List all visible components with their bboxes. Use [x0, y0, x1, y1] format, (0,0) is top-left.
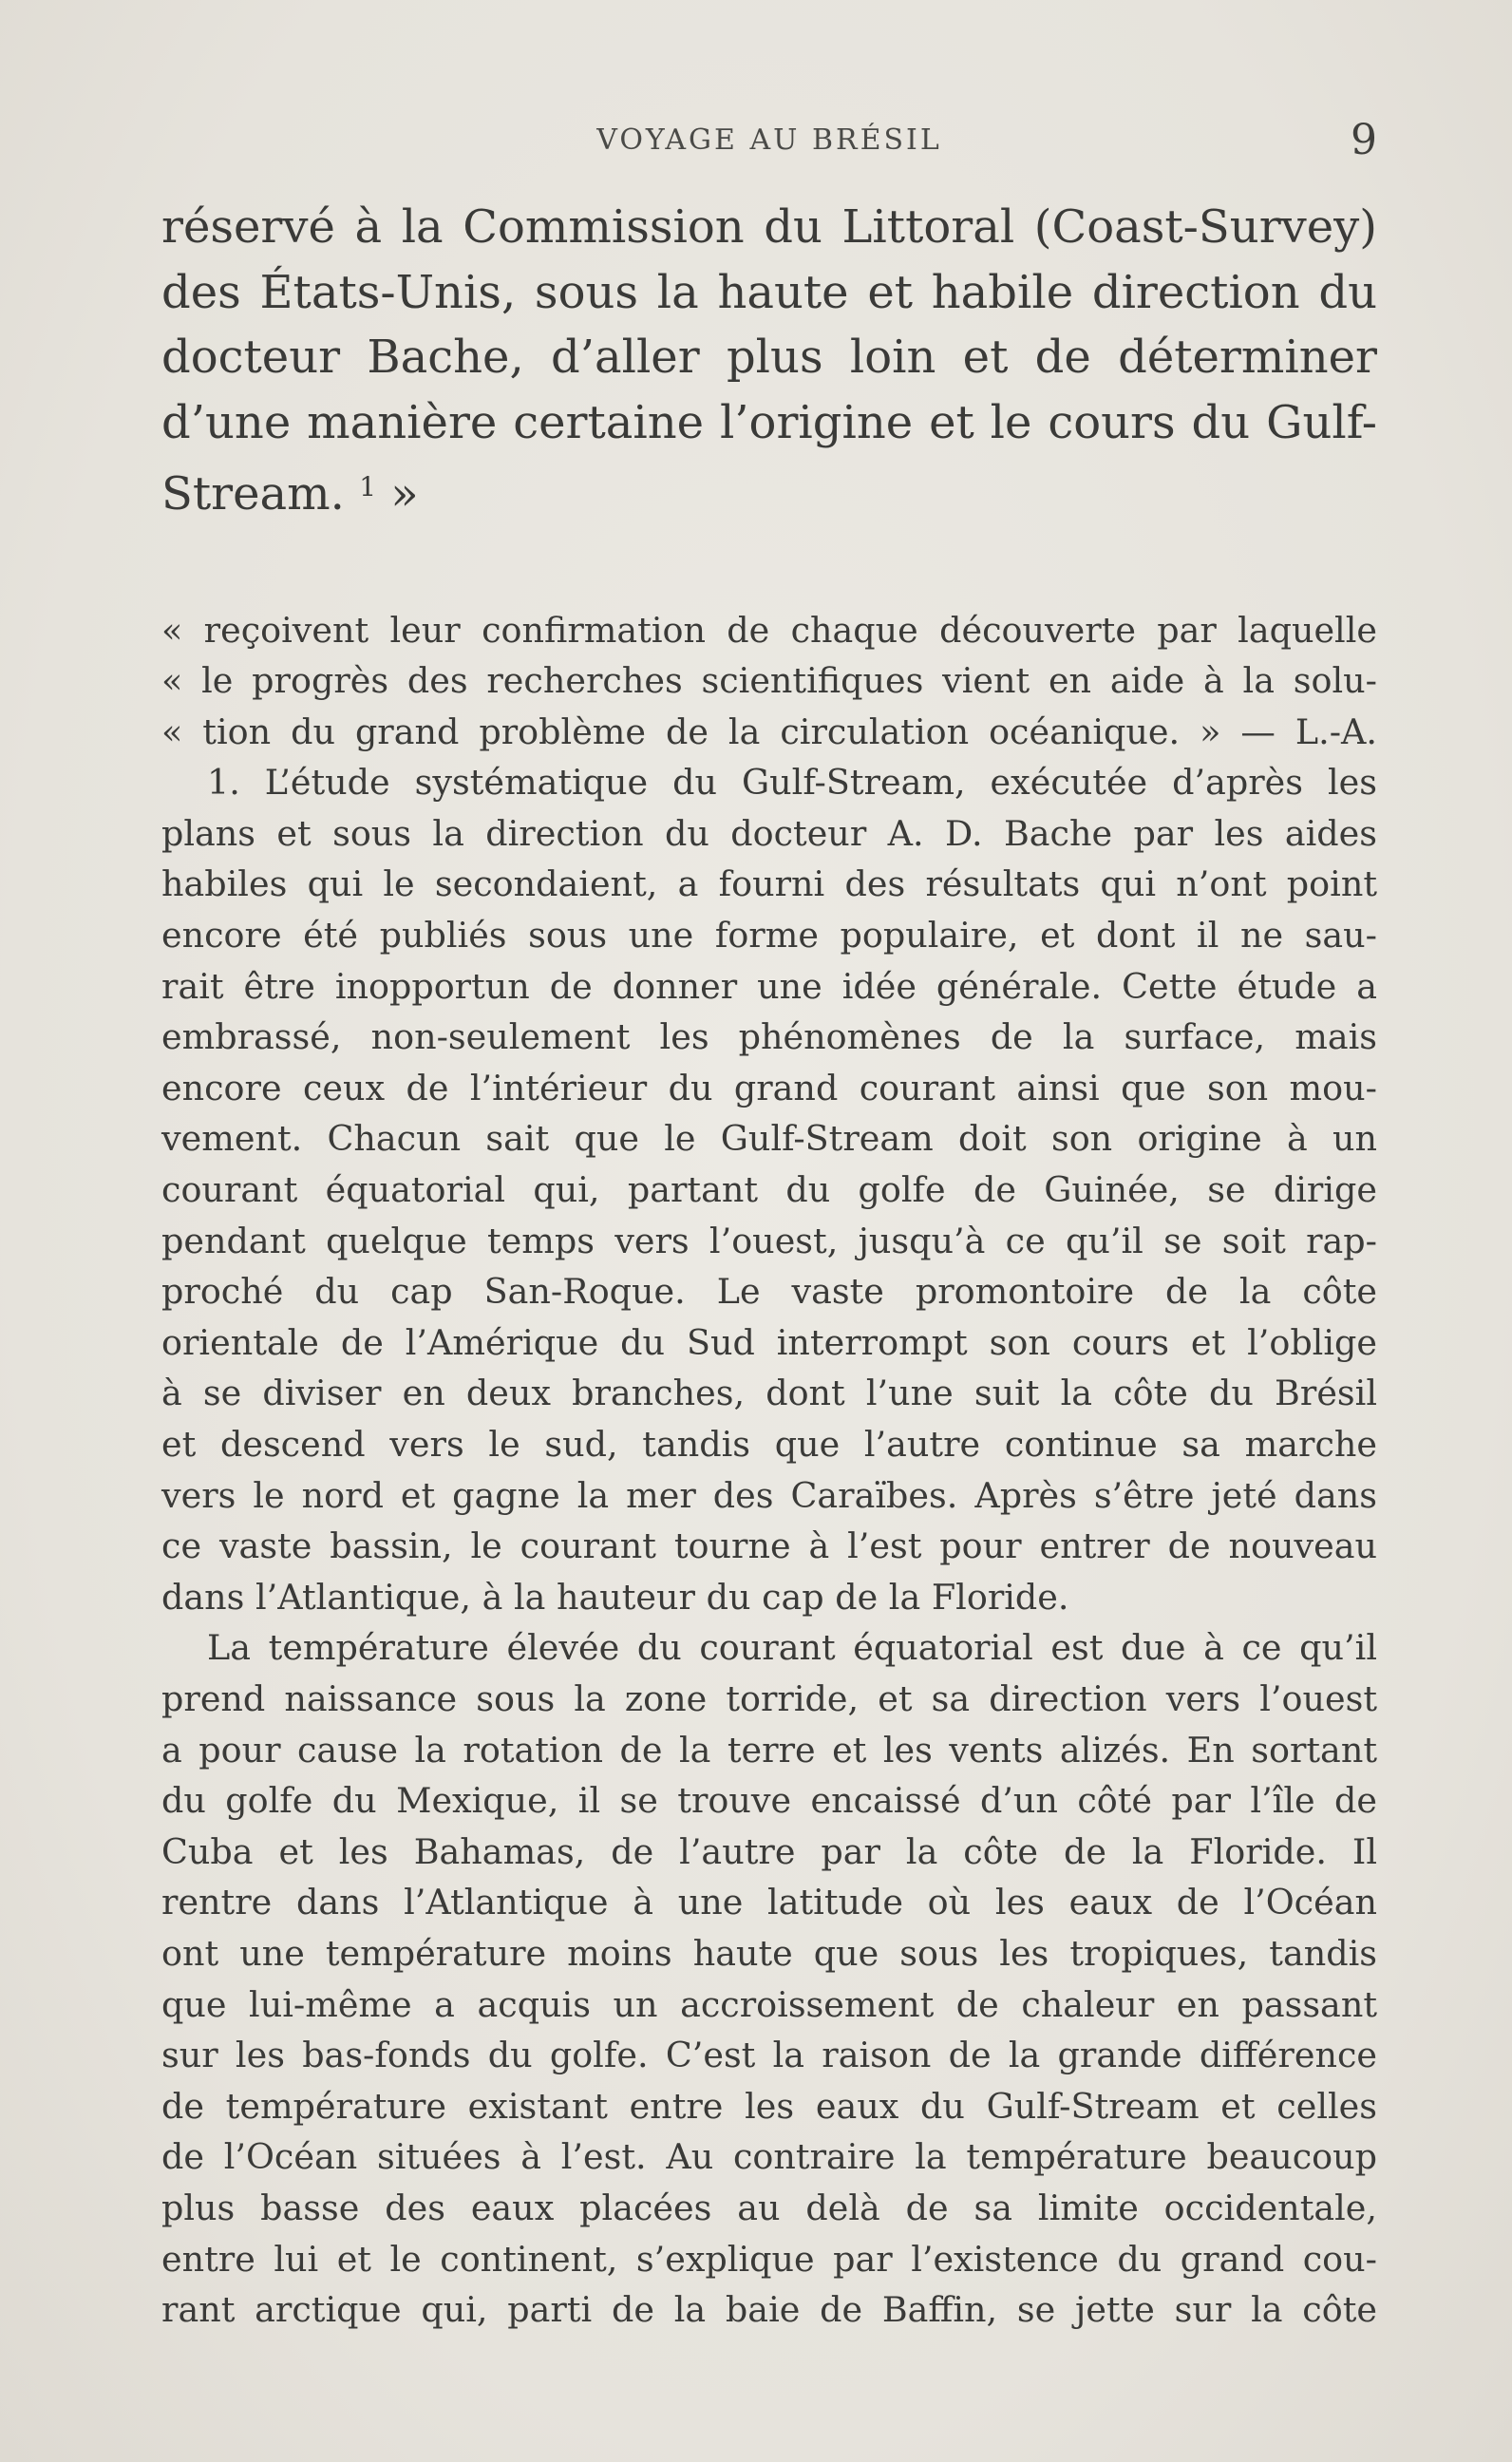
footnotes-section: [161, 605, 1377, 2336]
paragraph-line: de température existant entre les eaux du Gulf-Stream et celles: [161, 2085, 1377, 2127]
footnote-line: et descend vers le sud, tandis que l’autre continue sa marche: [161, 1424, 1377, 1465]
paragraph-line: entre lui et le continent, s’explique par l’existence du grand cou-: [161, 2238, 1377, 2280]
footnote-line: rait être inopportun de donner une idée générale. Cette étude a: [161, 965, 1377, 1007]
paragraph-line: ont une température moins haute que sous les tropiques, tandis: [161, 1932, 1377, 1974]
footnote-line: pendant quelque temps vers l’ouest, jusqu’à ce qu’il se soit rap-: [161, 1220, 1377, 1261]
footnote-line: vers le nord et gagne la mer des Caraïbes. Après s’être jeté dans: [161, 1474, 1377, 1516]
paragraph-line: rentre dans l’Atlantique à une latitude où les eaux de l’Océan: [161, 1882, 1377, 1923]
footnote-line: encore été publiés sous une forme populaire, et dont il ne sau-: [161, 915, 1377, 956]
paragraph-line: sur les bas-fonds du golfe. C’est la raison de la grande différence: [161, 2035, 1377, 2076]
main-line: réservé à la Commission du Littoral (Coast-Survey): [161, 200, 1377, 254]
footnote-line: dans l’Atlantique, à la hauteur du cap de la Floride.: [161, 1576, 1069, 1618]
main-line: d’une manière certaine l’origine et le cours du Gulf-: [161, 395, 1377, 449]
footnote-line: habiles qui le secondaient, a fourni des résultats qui n’ont point: [161, 863, 1377, 905]
footnote-line: 1. L’étude systématique du Gulf-Stream, exécutée d’après les: [207, 762, 1377, 804]
footnote-line: orientale de l’Amérique du Sud interrompt son cours et l’oblige: [161, 1321, 1377, 1363]
main-paragraph: [161, 195, 1377, 527]
paragraph-line: que lui-même a acquis un accroissement de chaleur en passant: [161, 1983, 1377, 2025]
page-content: [161, 195, 1377, 2336]
main-line: Stream.: [161, 467, 345, 521]
paragraph-line: a pour cause la rotation de la terre et les vents alizés. En sortant: [161, 1729, 1377, 1771]
footnote-line: à se diviser en deux branches, dont l’une suit la côte du Brésil: [161, 1373, 1377, 1414]
closing-quote: »: [390, 467, 419, 521]
running-title: VOYAGE AU BRÉSIL: [596, 123, 942, 157]
footnote-line: proché du cap San-Roque. Le vaste promontoire de la côte: [161, 1271, 1377, 1313]
paragraph-line: de l’Océan situées à l’est. Au contraire la température beaucoup: [161, 2136, 1377, 2178]
paragraph-line: La température élevée du courant équatorial est due à ce qu’il: [207, 1627, 1377, 1669]
main-line: docteur Bache, d’aller plus loin et de déterminer: [161, 331, 1377, 384]
footnote-line: encore ceux de l’intérieur du grand courant ainsi que son mou-: [161, 1067, 1377, 1108]
footnote-reference: 1: [359, 471, 377, 502]
quote-line: « le progrès des recherches scientifiques vient en aide à la solu-: [161, 660, 1377, 702]
paragraph-line: Cuba et les Bahamas, de l’autre par la côte de la Floride. Il: [161, 1830, 1377, 1872]
quote-line: « reçoivent leur confirmation de chaque découverte par laquelle: [161, 609, 1377, 651]
paragraph-line: prend naissance sous la zone torride, et sa direction vers l’ouest: [161, 1677, 1377, 1719]
page-number: 9: [1351, 116, 1377, 164]
footnote-line: embrassé, non-seulement les phénomènes de la surface, mais: [161, 1016, 1377, 1058]
paragraph-line: du golfe du Mexique, il se trouve encaissé d’un côté par l’île de: [161, 1780, 1377, 1822]
main-line: des États-Unis, sous la haute et habile direction du: [161, 265, 1377, 319]
page-header: [161, 116, 1377, 173]
quote-line: « tion du grand problème de la circulation océanique. » — L.-A.: [161, 710, 1377, 752]
footnote-line: ce vaste bassin, le courant tourne à l’est pour entrer de nouveau: [161, 1525, 1377, 1567]
footnote-line: vement. Chacun sait que le Gulf-Stream doit son origine à un: [161, 1118, 1377, 1160]
main-line-last: [161, 455, 1377, 527]
paragraph-line: plus basse des eaux placées au delà de sa limite occidentale,: [161, 2187, 1377, 2228]
footnote-line: plans et sous la direction du docteur A. D. Bache par les aides: [161, 812, 1377, 854]
footnote-line: courant équatorial qui, partant du golfe de Guinée, se dirige: [161, 1169, 1377, 1211]
paragraph-line: rant arctique qui, parti de la baie de Baffin, se jette sur la côte: [161, 2289, 1377, 2331]
